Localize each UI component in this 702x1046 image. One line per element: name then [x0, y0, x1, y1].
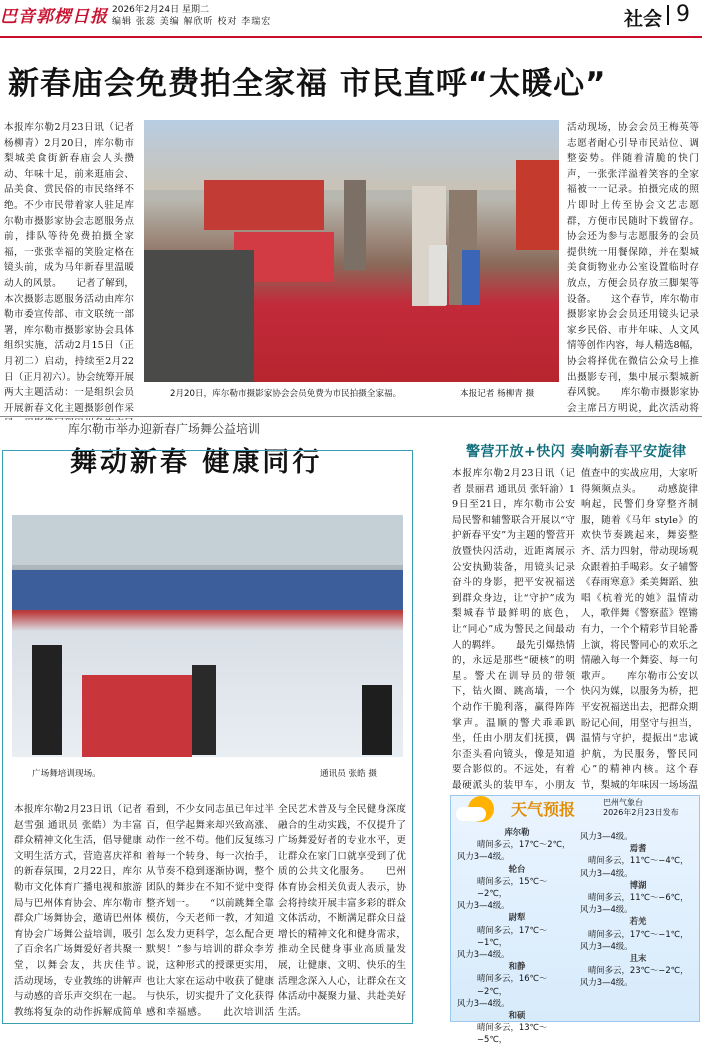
weather-city: 轮台 [508, 863, 526, 874]
weather-sky: 晴间多云，17℃～2℃， [477, 839, 571, 850]
weather-issued: 2026年2月23日发布 [603, 808, 679, 817]
weather-city: 且末 [629, 953, 647, 964]
weather-wind: 风力3—4级。 [580, 867, 633, 878]
page-number: 9 [676, 2, 690, 27]
article1-photo-caption: 2月20日，库尔勒市摄影家协会会员免费为市民拍摄全家福。 [170, 389, 402, 399]
weather-city: 焉耆 [629, 843, 647, 854]
weather-wind: 风力3—4级。 [457, 851, 510, 862]
photo-family-child [462, 250, 480, 305]
article1-photo-credit: 本报记者 杨柳青 摄 [460, 389, 535, 399]
article3-col1: 本报库尔勒2月23日讯（记者 景丽君 通讯员 张轩渝）19日至21日，库尔勒市公安局民警和辅警联合开展以“守护新春平安”为主题的警营开放暨快闪活动，近距离展示公安执勤装备，用镜头记录奋斗的身影，把平安祝福送到群众身边，让“守护”成为梨城春节最鲜明的底色，让“同心”成为警民之间最动人的羁绊。 最先引爆热情的，永远是那些“硬核”的明星。警犬在训导员的带领下，钻火圈、跳高墙，一个个动作干脆利落，赢得阵阵掌声。温顺的警犬乖乖趴坐，任由小朋友们抚摸，偶尔歪头看向镜头，像是知道要合影似的。不远处，有着最硬派头的装甲车，小朋友 [452, 468, 575, 791]
section-name: 社会 [623, 8, 662, 30]
article2-photo [12, 515, 403, 757]
article2-photo-credit: 通讯员 张皓 摄 [320, 769, 378, 779]
photo-banner [204, 180, 324, 230]
article2-headline: 舞动新春 健康同行 [70, 447, 323, 478]
weather-title: 天气预报 [511, 800, 576, 819]
photo-decoration [516, 160, 559, 250]
photo-stands [12, 570, 403, 610]
article2-col3: 全民艺术普及与全民健身深度融合的生动实践，不仅提升了广场舞爱好者的专业水平，更让群众在家门口就享受到了优质的公共文化服务。 巴州体育协会相关负责人表示，协会将持续开展丰富多彩的群众文体活动，不断满足群众日益增长的精神文化和健身需求，推动全民健身事业高质量发展，让健康、文明、快乐的生活理念深入人心，让群众在文体活动中凝聚力量、共赴美好生活。 [278, 804, 406, 1018]
photo-dancer [32, 645, 62, 755]
article1-headline: 新春庙会免费拍全家福 市民直呼“太暖心” [8, 66, 607, 102]
weather-source-name: 巴州气象台 [603, 798, 643, 807]
weather-col2 [580, 830, 696, 989]
photo-photographer [144, 250, 254, 382]
weather-sky: 晴间多云，16℃～−2℃， [477, 973, 548, 996]
section-divider [667, 5, 669, 25]
weather-sky: 晴间多云，11℃～−6℃， [588, 892, 689, 903]
cloud-icon [456, 807, 486, 821]
weather-source [603, 798, 679, 818]
article2-subtitle: 库尔勒市举办迎新春广场舞公益培训 [68, 422, 261, 436]
weather-city: 和硕 [508, 1010, 526, 1021]
weather-wind: 风力3—4级。 [580, 977, 633, 988]
weather-wind: 风力3—4级。 [580, 831, 633, 841]
photo-dancer-red [82, 675, 192, 757]
weather-wind: 风力3—4级。 [580, 904, 633, 915]
weather-col1 [457, 826, 577, 1046]
section-rule [0, 416, 702, 417]
article3-headline: 警营开放+快闪 奏响新春平安旋律 [466, 444, 687, 460]
weather-city: 和静 [508, 961, 526, 972]
weather-sky: 晴间多云，11℃～−4℃， [588, 855, 689, 866]
weather-sky: 晴间多云，13℃～−5℃， [477, 1022, 548, 1045]
photo-gym-roof [12, 515, 403, 565]
weather-sky: 晴间多云，15℃～−2℃， [477, 875, 548, 899]
weather-sky: 晴间多云，17℃～−1℃， [588, 928, 689, 939]
weather-sky: 晴间多云，23℃～−2℃， [588, 965, 689, 976]
article1-col1: 本报库尔勒2月23日讯（记者 杨柳青）2月20日，库尔勒市梨城美食街新春庙会人头攒动、年味十足，前来逛庙会、品美食、赏民俗的市民络绎不绝。不少市民带着家人驻足库尔勒市摄影家协会志愿服务点前，排队等待免费拍摄全家福，一张张幸福的笑脸定格在镜头前，成为马年新春里温暖动人的风景。 记者了解到，本次摄影志愿服务活动由库尔勒市委宣传部、市文联统一部署，库尔勒市摄影家协会具体组织实施，活动2月15日（正月初二）启动，持续至2月22日（正月初六）。协会统筹开展两大主题活动：一是组织会员开展新春文化主题摄影创作采 [4, 122, 134, 414]
photo-dancer [192, 665, 216, 755]
weather-wind: 风力3—4级。 [457, 997, 510, 1008]
weather-wind: 风力3—4级。 [457, 900, 510, 911]
weather-city: 博湖 [629, 879, 647, 890]
photo-dancer [362, 685, 392, 755]
article2-col2: 看到，不少女同志虽已年过半百，但学起舞来却兴致高涨、动作一丝不苟。他们反复练习着每一个转身、每一次抬手，从节奏不稳到逐渐协调，整个团队的舞步在不知不觉中变得整齐划一。 “以前跳舞全靠模仿，今天老师一教，才知道怎么发力更科学，怎么配合更默契！”参与培训的群众李芳说，这种形式的授课更实用，也让大家在运动中收获了健康与快乐，切实提升了文化获得感和幸福感。 此次培训活 [146, 804, 274, 1018]
article1-col3: 活动现场，协会会员王梅英等志愿者耐心引导市民站位、调整姿势。伴随着清脆的快门声，一张张洋溢着笑容的全家福被一一记录。拍摄完成的照片即时上传至协会文艺志愿群，方便市民随时下载留存。协会还为参与志愿服务的会员提供统一用餐保障，并在梨城美食街物业办公室设置临时存放点，方便会员存放三脚架等设备。 这个春节，库尔勒市摄影家协会会员还用镜头记录家乡民俗、市井年味、人文风情等创作内容，每人精选8幅，协会将择优在微信公众号上推出摄影专刊，集中展示梨城新春风貌。 库尔勒市摄影家协会主席吕方明说，此次活动将 [567, 122, 699, 414]
weather-wind: 风力3—4级。 [580, 940, 633, 951]
masthead: 巴音郭楞日报 [0, 7, 108, 27]
weather-city: 库尔勒 [504, 827, 530, 837]
article2-col1: 本报库尔勒2月23日讯（记者 赵雪强 通讯员 张皓）为丰富群众精神文化生活，倡导健康文明生活方式，营造喜庆祥和的新春氛围，2月22日，库尔勒市文化体育广播电视和旅游局与巴州体育协会、库尔勒市群众广场舞协会，邀请巴州体育协会广场舞公益培训，吸引了百余名广场舞爱好者共聚一堂，以舞会友，共庆佳节。 活动现场，专业教练的讲解声与动感的音乐声交织在一起。教练将复杂的动作拆解成简单 [14, 804, 142, 1018]
article3-col2: 值查中的实战应用，大家听得频频点头。 动感旋律响起，民警们身穿整齐制服，随着《马年 style》的欢快节奏跳起来，舞姿整齐、活力四射，带动现场观众跟着拍手喝彩。女子辅警《春雨寒意》柔美舞蹈、独唱《杭着光的她》温情动人，歌伴舞《警察蓝》铿锵有力，一个个精彩节目轮番上演，将民警同心的欢乐之情融入每一个舞姿、每一句歌声。 库尔勒市公安以快闪为媒，以服务为桥，把平安祝福送出去，把群众期盼记心间，用坚守与担当，温情与守护，提振出“忠诚护航，为民服务，警民同心”的精神内核。这个春节，梨城的年味因一场场温 [581, 468, 698, 791]
weather-city: 若羌 [629, 916, 647, 927]
article2-photo-caption: 广场舞培训现场。 [32, 769, 101, 779]
staff-line: 编辑 张蕊 美编 解欣昕 校对 李瑞宏 [112, 17, 272, 27]
photo-family-child [429, 245, 447, 305]
photo-bystander [344, 180, 366, 270]
date-line: 2026年2月24日 星期二 [112, 5, 209, 15]
article1-photo [144, 120, 559, 382]
weather-city: 尉犁 [508, 912, 526, 923]
weather-sky: 晴间多云，17℃～−1℃， [477, 924, 548, 947]
weather-wind: 风力3—4级。 [457, 949, 510, 960]
